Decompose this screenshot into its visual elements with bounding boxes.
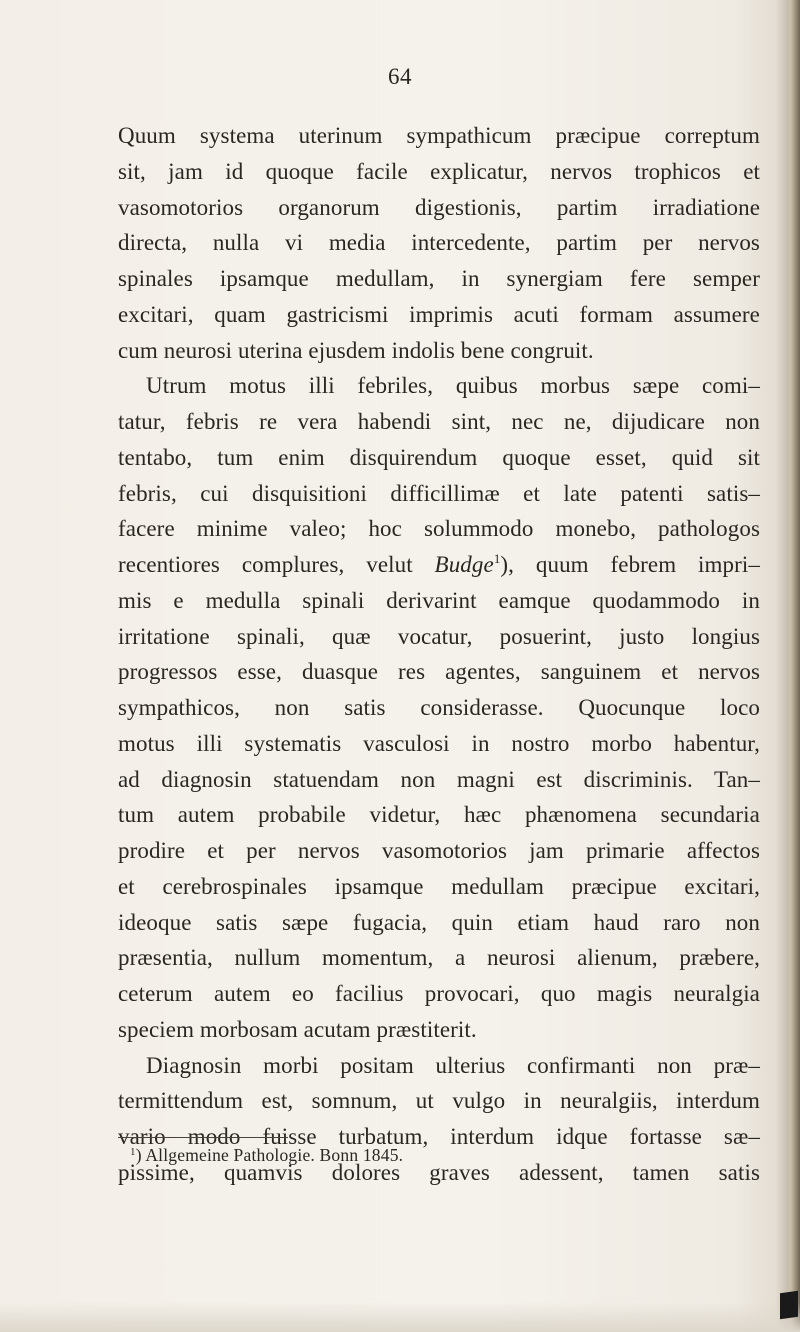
- footnote-divider: [118, 1137, 288, 1138]
- page-bottom-shade: [0, 1302, 800, 1332]
- text-line: præsentia, nullum momentum, a neurosi alienum, præbere,: [118, 945, 760, 971]
- text-line: cum neurosi uterina ejusdem indolis bene congruit.: [118, 337, 594, 363]
- text-fragment: recentiores complures, velut: [118, 552, 435, 577]
- body-text: [118, 118, 760, 1191]
- text-line: Diagnosin morbi positam ulterius confirmanti non præ–: [146, 1052, 760, 1078]
- text-line: spinales ipsamque medullam, in synergiam fere semper: [118, 266, 760, 291]
- text-line: Utrum motus illi febriles, quibus morbus sæpe comi–: [146, 373, 760, 399]
- text-line: Quum systema uterinum sympathicum præcipue correptum: [118, 123, 760, 148]
- text-line: febris, cui disquisitioni difficillimæ et late patenti satis–: [118, 480, 760, 506]
- footnote-paren: ): [135, 1145, 142, 1165]
- text-line: progressos esse, duasque res agentes, sanguinem et nervos: [118, 659, 760, 685]
- text-line: termittendum est, somnum, ut vulgo in neuralgiis, interdum: [118, 1088, 760, 1114]
- text-line: excitari, quam gastricismi imprimis acuti formam assumere: [118, 301, 760, 327]
- footnote-reference[interactable]: 1: [493, 551, 501, 566]
- text-line: directa, nulla vi media intercedente, partim per nervos: [118, 230, 760, 256]
- text-line: pissime, quamvis dolores graves adessent, tamen satis: [118, 1159, 760, 1185]
- author-name: Budge: [434, 552, 494, 577]
- text-line: prodire et per nervos vasomotorios jam primarie affectos: [118, 838, 760, 863]
- text-line: speciem morbosam acutam præstiterit.: [118, 1016, 477, 1042]
- footnote: [130, 1145, 403, 1166]
- text-line: sit, jam id quoque facile explicatur, nervos trophicos et: [118, 158, 760, 184]
- text-line: ideoque satis sæpe fugacia, quin etiam haud raro non: [118, 909, 760, 935]
- text-line: facere minime valeo; hoc solummodo monebo, pathologos: [118, 516, 760, 542]
- text-line: mis e medulla spinali derivarint eamque quodammodo in: [118, 587, 760, 613]
- text-line: sympathicos, non satis considerasse. Quocunque loco: [118, 695, 760, 720]
- text-line: tatur, febris re vera habendi sint, nec ne, dijudicare non: [118, 409, 760, 434]
- text-line: irritatione spinali, quæ vocatur, posuerint, justo longius: [118, 623, 760, 649]
- text-line-with-footnote-ref: [118, 547, 760, 583]
- text-fragment: ), quum febrem impri–: [500, 552, 760, 577]
- page-edge-shadow: [786, 0, 800, 1332]
- text-line: et cerebrospinales ipsamque medullam præcipue excitari,: [118, 873, 760, 899]
- text-line: vasomotorios organorum digestionis, partim irradiatione: [118, 194, 760, 220]
- footnote-marker: 1: [130, 1146, 136, 1158]
- text-line: ad diagnosin statuendam non magni est discriminis. Tan–: [118, 766, 760, 792]
- text-line: motus illi systematis vasculosi in nostro morbo habentur,: [118, 730, 760, 756]
- text-line: vario modo fuisse turbatum, interdum idque fortasse sæ–: [118, 1124, 760, 1149]
- text-line: ceterum autem eo facilius provocari, quo magis neuralgia: [118, 981, 760, 1006]
- corner-clip-mark: [780, 1291, 798, 1320]
- text-line: tentabo, tum enim disquirendum quoque esset, quid sit: [118, 444, 760, 470]
- footnote-text: Allgemeine Pathologie. Bonn 1845.: [141, 1145, 404, 1165]
- text-line: tum autem probabile videtur, hæc phænomena secundaria: [118, 802, 760, 828]
- page-number: 64: [388, 64, 412, 89]
